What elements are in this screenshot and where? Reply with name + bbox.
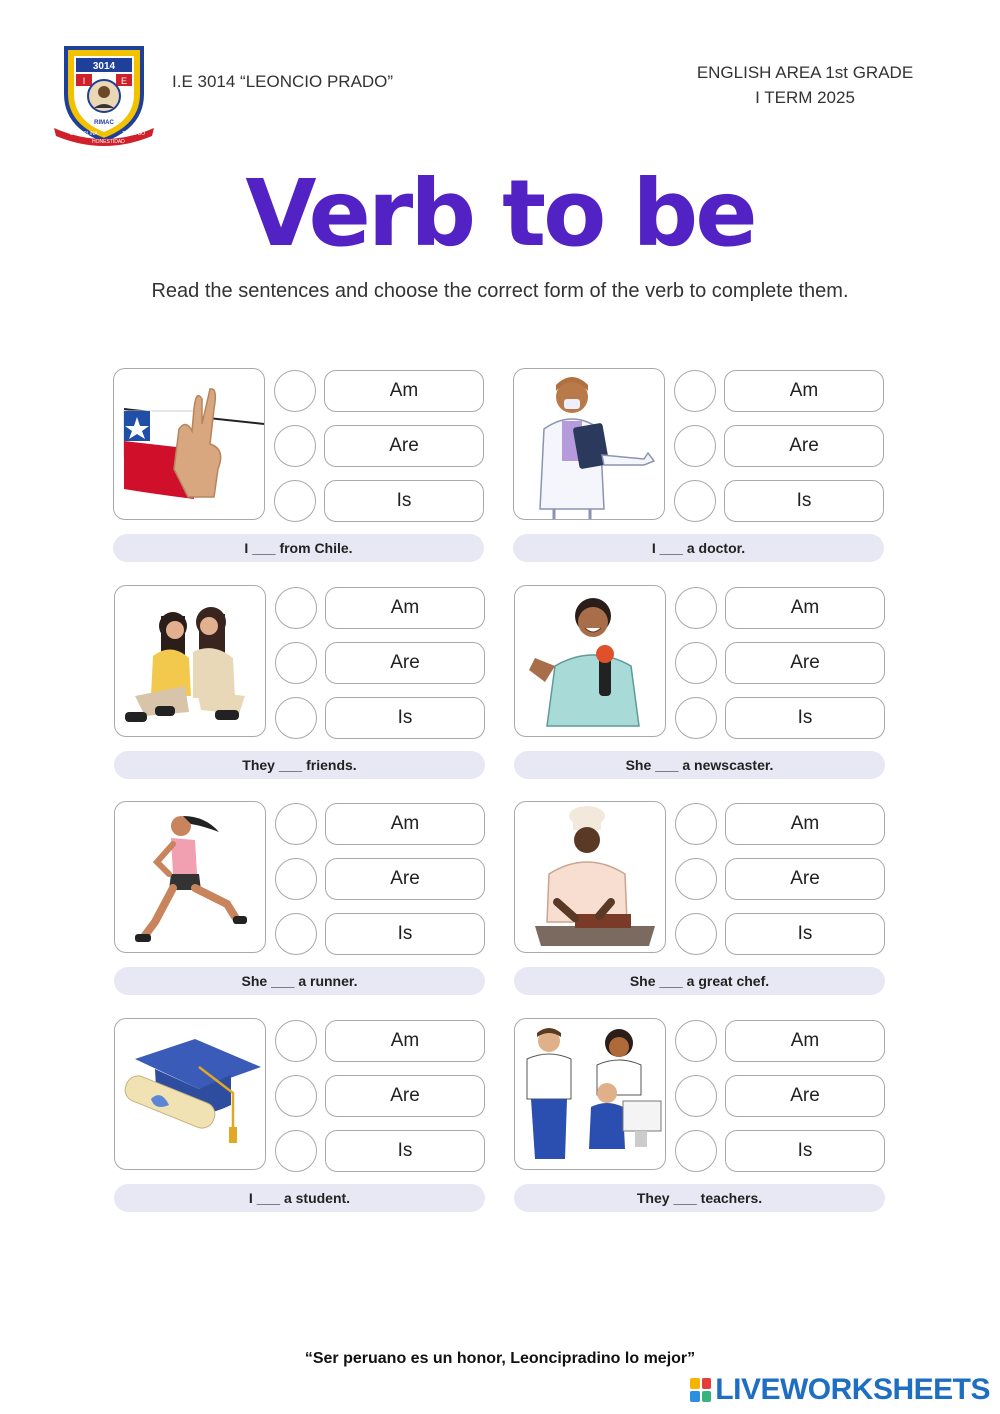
option-is-button[interactable]: Is: [725, 913, 885, 955]
option-radio-am[interactable]: [674, 370, 716, 412]
option-radio-is[interactable]: [675, 913, 717, 955]
course-info: [660, 60, 950, 110]
worksheet-title: Verb to be: [245, 160, 755, 267]
option-is-button[interactable]: Is: [725, 697, 885, 739]
option-radio-are[interactable]: [675, 642, 717, 684]
option-is-button[interactable]: Is: [325, 913, 485, 955]
liveworksheets-logo-icon: [690, 1378, 711, 1402]
option-is-button[interactable]: Is: [325, 697, 485, 739]
sentence-label: She ___ a newscaster.: [514, 751, 885, 779]
instructions: Read the sentences and choose the correct form of the verb to complete them.: [151, 280, 849, 302]
sentence-label: They ___ teachers.: [514, 1184, 885, 1212]
illustration-doctor: [513, 368, 665, 520]
option-radio-is[interactable]: [675, 1130, 717, 1172]
option-am-button[interactable]: Am: [325, 1020, 485, 1062]
option-is-button[interactable]: Is: [324, 480, 484, 522]
option-am-button[interactable]: Am: [324, 370, 484, 412]
option-radio-are[interactable]: [674, 425, 716, 467]
option-radio-am[interactable]: [675, 587, 717, 629]
option-radio-am[interactable]: [275, 1020, 317, 1062]
option-is-button[interactable]: Is: [724, 480, 884, 522]
school-crest-logo: [52, 40, 156, 146]
sentence-label: She ___ a runner.: [114, 967, 485, 995]
option-radio-is[interactable]: [674, 480, 716, 522]
option-am-button[interactable]: Am: [325, 803, 485, 845]
option-is-button[interactable]: Is: [725, 1130, 885, 1172]
svg-text:E: E: [120, 76, 128, 86]
option-am-button[interactable]: Am: [725, 587, 885, 629]
option-radio-am[interactable]: [275, 803, 317, 845]
option-radio-is[interactable]: [275, 697, 317, 739]
option-radio-are[interactable]: [274, 425, 316, 467]
option-are-button[interactable]: Are: [325, 858, 485, 900]
option-radio-am[interactable]: [274, 370, 316, 412]
option-are-button[interactable]: Are: [324, 425, 484, 467]
option-radio-is[interactable]: [275, 913, 317, 955]
option-is-button[interactable]: Is: [325, 1130, 485, 1172]
option-radio-are[interactable]: [675, 858, 717, 900]
option-are-button[interactable]: Are: [724, 425, 884, 467]
sentence-label: She ___ a great chef.: [514, 967, 885, 995]
option-am-button[interactable]: Am: [725, 803, 885, 845]
illustration-teachers: [514, 1018, 666, 1170]
option-radio-is[interactable]: [274, 480, 316, 522]
option-am-button[interactable]: Am: [724, 370, 884, 412]
illustration-chile-flag-peace-hand: [113, 368, 265, 520]
illustration-newscaster: [514, 585, 666, 737]
footer-quote: “Ser peruano es un honor, Leoncipradino lo mejor”: [304, 1350, 696, 1367]
option-radio-are[interactable]: [275, 642, 317, 684]
option-are-button[interactable]: Are: [325, 642, 485, 684]
brand-text: LIVEWORKSHEETS: [715, 1373, 990, 1406]
school-name: I.E 3014 “LEONCIO PRADO”: [172, 72, 394, 91]
svg-text:HONESTIDAD: HONESTIDAD: [92, 139, 125, 145]
course-term: I TERM 2025: [755, 88, 855, 107]
option-radio-are[interactable]: [675, 1075, 717, 1117]
option-radio-is[interactable]: [675, 697, 717, 739]
sentence-label: They ___ friends.: [114, 751, 485, 779]
sentence-label: I ___ from Chile.: [113, 534, 484, 562]
option-am-button[interactable]: Am: [725, 1020, 885, 1062]
svg-text:I: I: [82, 76, 86, 86]
option-are-button[interactable]: Are: [325, 1075, 485, 1117]
option-radio-are[interactable]: [275, 858, 317, 900]
sentence-label: I ___ a student.: [114, 1184, 485, 1212]
option-radio-am[interactable]: [275, 587, 317, 629]
liveworksheets-brand: [690, 1372, 990, 1408]
svg-text:RIMAC: RIMAC: [94, 120, 114, 126]
illustration-graduation-cap: [114, 1018, 266, 1170]
course-area-grade: ENGLISH AREA 1st GRADE: [696, 63, 914, 82]
option-radio-am[interactable]: [675, 803, 717, 845]
illustration-friends: [114, 585, 266, 737]
illustration-runner: [114, 801, 266, 953]
svg-text:3014: 3014: [92, 61, 116, 72]
option-radio-are[interactable]: [275, 1075, 317, 1117]
option-radio-is[interactable]: [275, 1130, 317, 1172]
sentence-label: I ___ a doctor.: [513, 534, 884, 562]
option-are-button[interactable]: Are: [725, 858, 885, 900]
option-are-button[interactable]: Are: [725, 642, 885, 684]
illustration-chef: [514, 801, 666, 953]
option-are-button[interactable]: Are: [725, 1075, 885, 1117]
option-am-button[interactable]: Am: [325, 587, 485, 629]
svg-text:DISCIPLINA: DISCIPLINA: [70, 131, 98, 137]
option-radio-am[interactable]: [675, 1020, 717, 1062]
svg-text:TRABAJO: TRABAJO: [122, 131, 146, 137]
